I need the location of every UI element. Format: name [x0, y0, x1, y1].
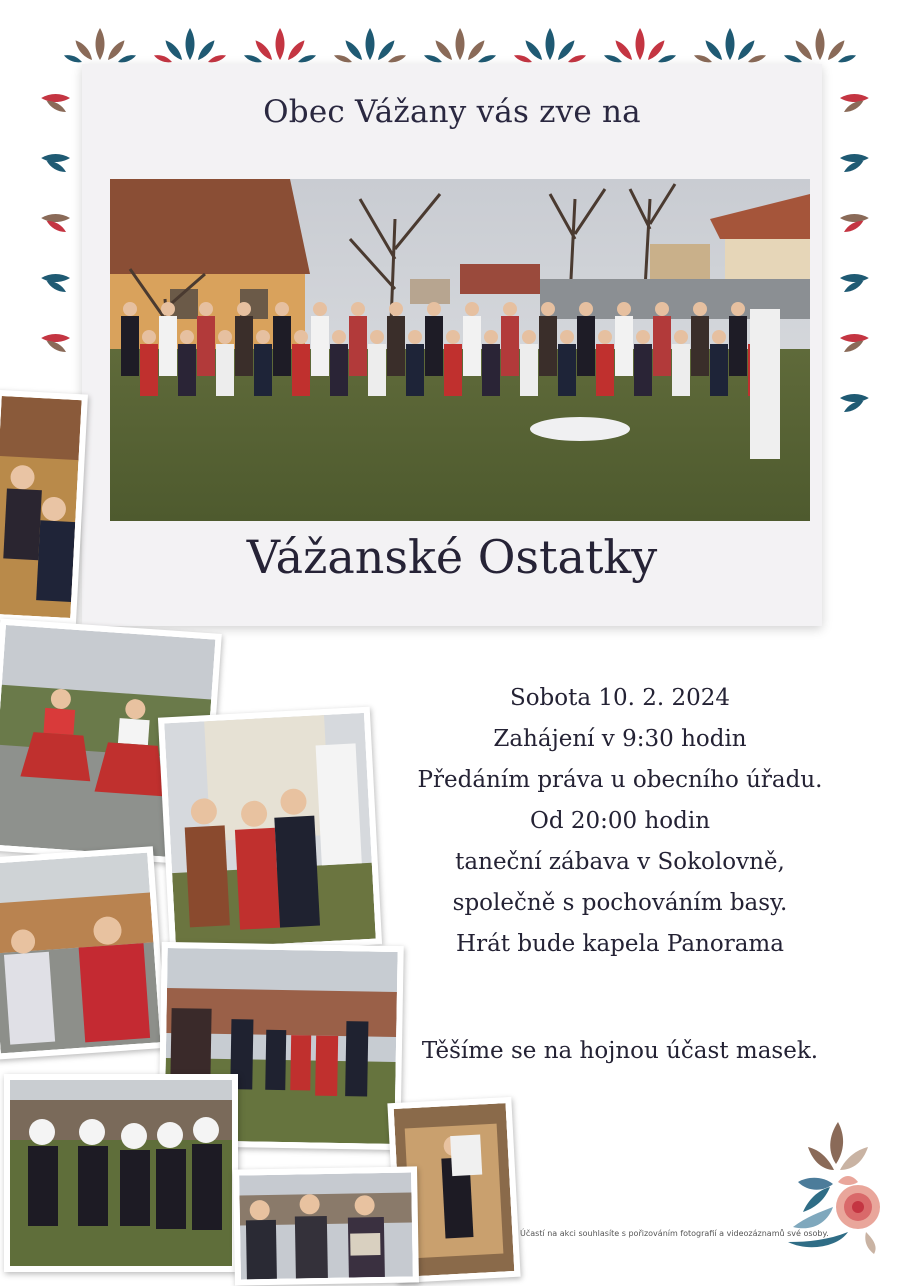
- evening-time: Od 20:00 hodin: [529, 808, 711, 834]
- photo-ladybug-costume: [0, 846, 167, 1060]
- dance-venue: taneční zábava v Sokolovně,: [455, 849, 785, 875]
- folk-flower-corner-icon: [778, 1112, 890, 1262]
- photo-costumed-couple: [158, 707, 382, 956]
- photo-band: [233, 1166, 419, 1285]
- group-photo: [110, 179, 810, 521]
- invitation-intro: Obec Vážany vás zve na: [263, 94, 641, 130]
- closing-line: Těšíme se na hojnou účast masek.: [421, 1038, 819, 1064]
- band-info: Hrát bude kapela Panorama: [456, 931, 784, 957]
- photo-girls-white-scarves: [4, 1074, 238, 1272]
- bass-burial: společně s pochováním basy.: [452, 890, 788, 916]
- event-start-place: Předáním práva u obecního úřadu.: [417, 767, 823, 793]
- consent-note: Účastí na akci souhlasíte s pořizováním fotografií a videozáznamů své osoby.: [520, 1229, 829, 1238]
- event-start-time: Zahájení v 9:30 hodin: [493, 726, 747, 752]
- invitation-card: [82, 64, 822, 626]
- photo-left-edge: [0, 390, 88, 624]
- event-date: Sobota 10. 2. 2024: [509, 685, 731, 711]
- event-details: [400, 678, 840, 965]
- event-title: Vážanské Ostatky: [246, 530, 658, 584]
